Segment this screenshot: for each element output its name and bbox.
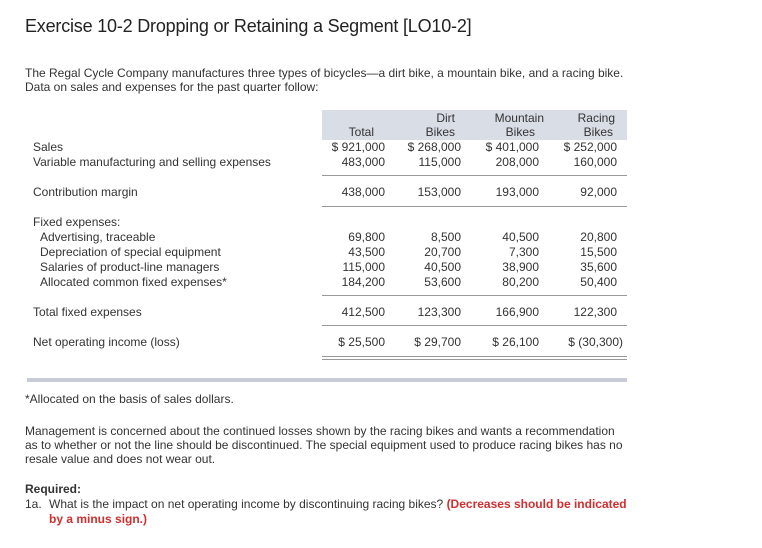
cell-sales-mountain: $ 401,000 [485, 140, 539, 154]
header-total: Total [348, 125, 374, 139]
intro-paragraph: The Regal Cycle Company manufactures three types of bicycles—a dirt bike, a mountain bike, and a racing bike. Data on sales and expenses for the past quarter follow: [25, 66, 624, 94]
question-body [49, 497, 634, 527]
cell-salaries-total: 115,000 [342, 260, 385, 274]
row-label-allocated-common: Allocated common fixed expenses* [40, 275, 227, 289]
required-label: Required: [25, 482, 82, 496]
cell-sales-total: $ 921,000 [331, 140, 385, 154]
footnote: *Allocated on the basis of sales dollars. [25, 392, 234, 406]
cell-total-fixed-dirt: 123,300 [417, 305, 461, 319]
cell-salaries-mountain: 38,900 [502, 260, 539, 274]
header-mountain-line2: Bikes [505, 125, 535, 139]
cell-allocated-dirt: 53,600 [424, 275, 461, 289]
exercise-title: Exercise 10-2 Dropping or Retaining a Segment [LO10-2] [25, 16, 472, 36]
management-paragraph: Management is concerned about the continued losses shown by the racing bikes and wants a recommendation as to whether or not the line should be discontinued. The special equipment used to produce racing bikes has no resale value and does not wear out. [25, 424, 623, 466]
cell-total-fixed-mountain: 166,900 [495, 305, 539, 319]
question-note: (Decreases should be indicated by a minus sign.) [49, 497, 627, 526]
header-dirt-line2: Bikes [425, 125, 455, 139]
row-label-total-fixed: Total fixed expenses [33, 305, 142, 319]
row-label-salaries: Salaries of product-line managers [40, 260, 220, 274]
rule-after-allocated [322, 295, 627, 296]
rule-after-variable [322, 175, 627, 176]
cell-net-dirt: $ 29,700 [414, 335, 461, 349]
cell-contribution-total: 438,000 [341, 185, 385, 199]
cell-variable-total: 483,000 [341, 155, 385, 169]
cell-variable-racing: 160,000 [573, 155, 617, 169]
question-text: What is the impact on net operating income by discontinuing racing bikes? [49, 497, 444, 511]
cell-contribution-dirt: 153,000 [417, 185, 461, 199]
cell-variable-mountain: 208,000 [495, 155, 539, 169]
cell-depreciation-mountain: 7,300 [508, 245, 539, 259]
cell-salaries-racing: 35,600 [580, 260, 617, 274]
header-racing-line2: Bikes [583, 125, 613, 139]
cell-net-mountain: $ 26,100 [492, 335, 539, 349]
row-label-depreciation: Depreciation of special equipment [40, 245, 221, 259]
cell-variable-dirt: 115,000 [418, 155, 461, 169]
row-label-net-operating-income: Net operating income (loss) [33, 335, 180, 349]
cell-depreciation-total: 43,500 [348, 245, 385, 259]
row-label-variable-expenses: Variable manufacturing and selling expenses [33, 155, 271, 169]
cell-contribution-racing: 92,000 [580, 185, 617, 199]
rule-after-contribution [322, 206, 627, 207]
rule-after-total-fixed [322, 325, 627, 326]
row-label-advertising: Advertising, traceable [40, 230, 156, 244]
cell-sales-dirt: $ 268,000 [407, 140, 461, 154]
cell-allocated-racing: 50,400 [580, 275, 617, 289]
row-label-sales: Sales [33, 140, 64, 154]
cell-depreciation-dirt: 20,700 [424, 245, 461, 259]
table-bottom-bar [27, 378, 627, 382]
cell-salaries-dirt: 40,500 [424, 260, 461, 274]
cell-contribution-mountain: 193,000 [495, 185, 539, 199]
header-racing-line1: Racing [577, 111, 615, 125]
row-label-contribution-margin: Contribution margin [33, 185, 138, 199]
cell-allocated-total: 184,200 [341, 275, 385, 289]
cell-net-racing: $ (30,300) [568, 335, 623, 349]
cell-allocated-mountain: 80,200 [502, 275, 539, 289]
cell-total-fixed-racing: 122,300 [573, 305, 617, 319]
cell-advertising-total: 69,800 [348, 230, 385, 244]
header-mountain-line1: Mountain [494, 111, 544, 125]
header-dirt-line1: Dirt [436, 111, 455, 125]
cell-net-total: $ 25,500 [338, 335, 385, 349]
double-rule-top [322, 356, 627, 357]
cell-sales-racing: $ 252,000 [563, 140, 617, 154]
cell-total-fixed-total: 412,500 [341, 305, 385, 319]
row-label-fixed-expenses: Fixed expenses: [33, 215, 121, 229]
cell-depreciation-racing: 15,500 [580, 245, 617, 259]
question-number: 1a. [25, 497, 42, 511]
cell-advertising-dirt: 8,500 [430, 230, 461, 244]
double-rule-bottom [322, 359, 627, 360]
cell-advertising-racing: 20,800 [580, 230, 617, 244]
cell-advertising-mountain: 40,500 [502, 230, 539, 244]
